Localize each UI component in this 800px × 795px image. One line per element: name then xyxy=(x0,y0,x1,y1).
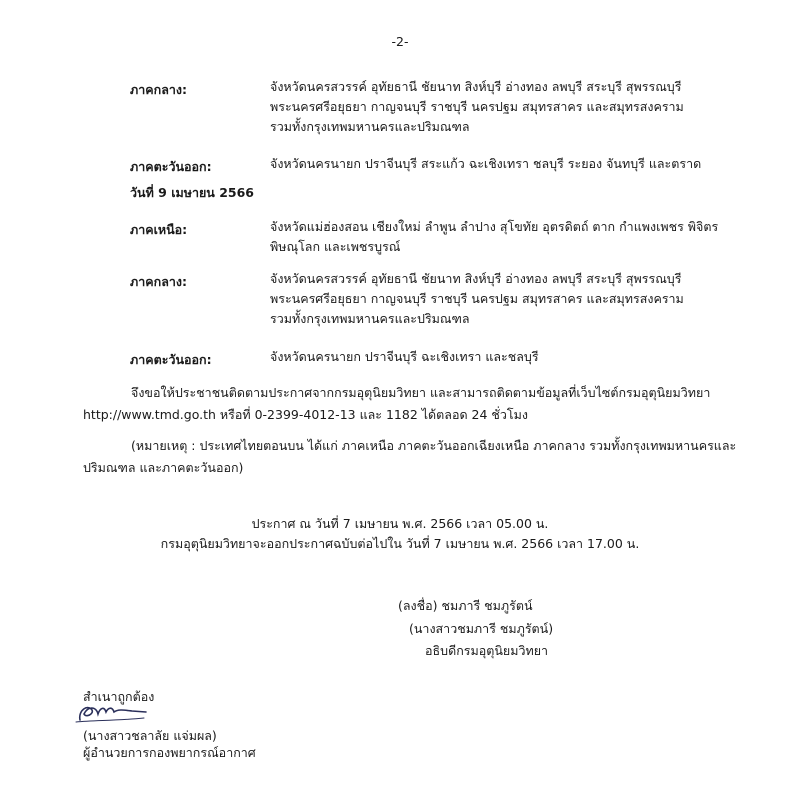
region-line: จังหวัดแม่ฮ่องสอน เชียงใหม่ ลำพูน ลำปาง สุโขทัย อุตรดิตถ์ ตาก กำแพงเพชร พิจิตร xyxy=(270,219,719,234)
notice-paragraph xyxy=(83,382,733,426)
region-line: รวมทั้งกรุงเทพมหานครและปริมณฑล xyxy=(270,119,470,134)
remark-paragraph xyxy=(83,435,737,479)
region-label-east-1: ภาคตะวันออก: xyxy=(130,159,212,174)
region-label-central-1: ภาคกลาง: xyxy=(130,82,187,97)
region-line: พิษณุโลก และเพชรบูรณ์ xyxy=(270,239,401,254)
page-number: -2- xyxy=(391,34,409,49)
region-text-north-2 xyxy=(270,217,740,257)
date-heading: วันที่ 9 เมษายน 2566 xyxy=(130,185,254,200)
paragraph-line: ปริมณฑล และภาคตะวันออก) xyxy=(83,460,244,475)
region-text-east-2 xyxy=(270,347,740,367)
region-text-east-1 xyxy=(270,154,740,174)
region-label-north-2: ภาคเหนือ: xyxy=(130,222,188,237)
region-line: รวมทั้งกรุงเทพมหานครและปริมณฑล xyxy=(270,311,470,326)
handwritten-signature xyxy=(74,700,154,726)
region-text-central-2 xyxy=(270,269,740,329)
paragraph-line: (หมายเหตุ : ประเทศไทยตอนบน ได้แก่ ภาคเหนือ ภาคตะวันออกเฉียงเหนือ ภาคกลาง รวมทั้งกรุงเทพมหานครและ xyxy=(131,438,737,453)
region-label-east-2: ภาคตะวันออก: xyxy=(130,352,212,367)
paragraph-line: http://www.tmd.go.th หรือที่ 0-2399-4012-13 และ 1182 ได้ตลอด 24 ชั่วโมง xyxy=(83,407,528,422)
region-label-central-2: ภาคกลาง: xyxy=(130,274,187,289)
region-line: จังหวัดนครสวรรค์ อุทัยธานี ชัยนาท สิงห์บุรี อ่างทอง ลพบุรี สระบุรี สุพรรณบุรี xyxy=(270,271,682,286)
next-announcement-line: กรมอุตุนิยมวิทยาจะออกประกาศฉบับต่อไปใน วันที่ 7 เมษายน พ.ศ. 2566 เวลา 17.00 น. xyxy=(160,536,640,551)
region-line: จังหวัดนครนายก ปราจีนบุรี สระแก้ว ฉะเชิงเทรา ชลบุรี ระยอง จันทบุรี และตราด xyxy=(270,156,702,171)
region-line: จังหวัดนครสวรรค์ อุทัยธานี ชัยนาท สิงห์บุรี อ่างทอง ลพบุรี สระบุรี สุพรรณบุรี xyxy=(270,79,682,94)
certified-name: (นางสาวชลาลัย แจ่มผล) xyxy=(83,728,217,743)
certified-position: ผู้อำนวยการกองพยากรณ์อากาศ xyxy=(83,745,256,760)
signer-signed-line: (ลงชื่อ) ชมภารี ชมภูรัตน์ xyxy=(398,598,533,613)
signer-position: อธิบดีกรมอุตุนิยมวิทยา xyxy=(425,643,549,658)
announced-line: ประกาศ ณ วันที่ 7 เมษายน พ.ศ. 2566 เวลา 05.00 น. xyxy=(251,516,549,531)
paragraph-line: จึงขอให้ประชาชนติดตามประกาศจากกรมอุตุนิยมวิทยา และสามารถติดตามข้อมูลที่เว็บไซต์กรมอุตุนิยมวิทยา xyxy=(131,385,711,400)
region-line: จังหวัดนครนายก ปราจีนบุรี ฉะเชิงเทรา และชลบุรี xyxy=(270,349,539,364)
region-line: พระนครศรีอยุธยา กาญจนบุรี ราชบุรี นครปฐม สมุทรสาคร และสมุทรสงคราม xyxy=(270,291,684,306)
certified-title: สำเนาถูกต้อง xyxy=(83,689,155,704)
region-line: พระนครศรีอยุธยา กาญจนบุรี ราชบุรี นครปฐม สมุทรสาคร และสมุทรสงคราม xyxy=(270,99,684,114)
region-text-central-1 xyxy=(270,77,740,137)
signer-full-name: (นางสาวชมภารี ชมภูรัตน์) xyxy=(409,621,554,636)
